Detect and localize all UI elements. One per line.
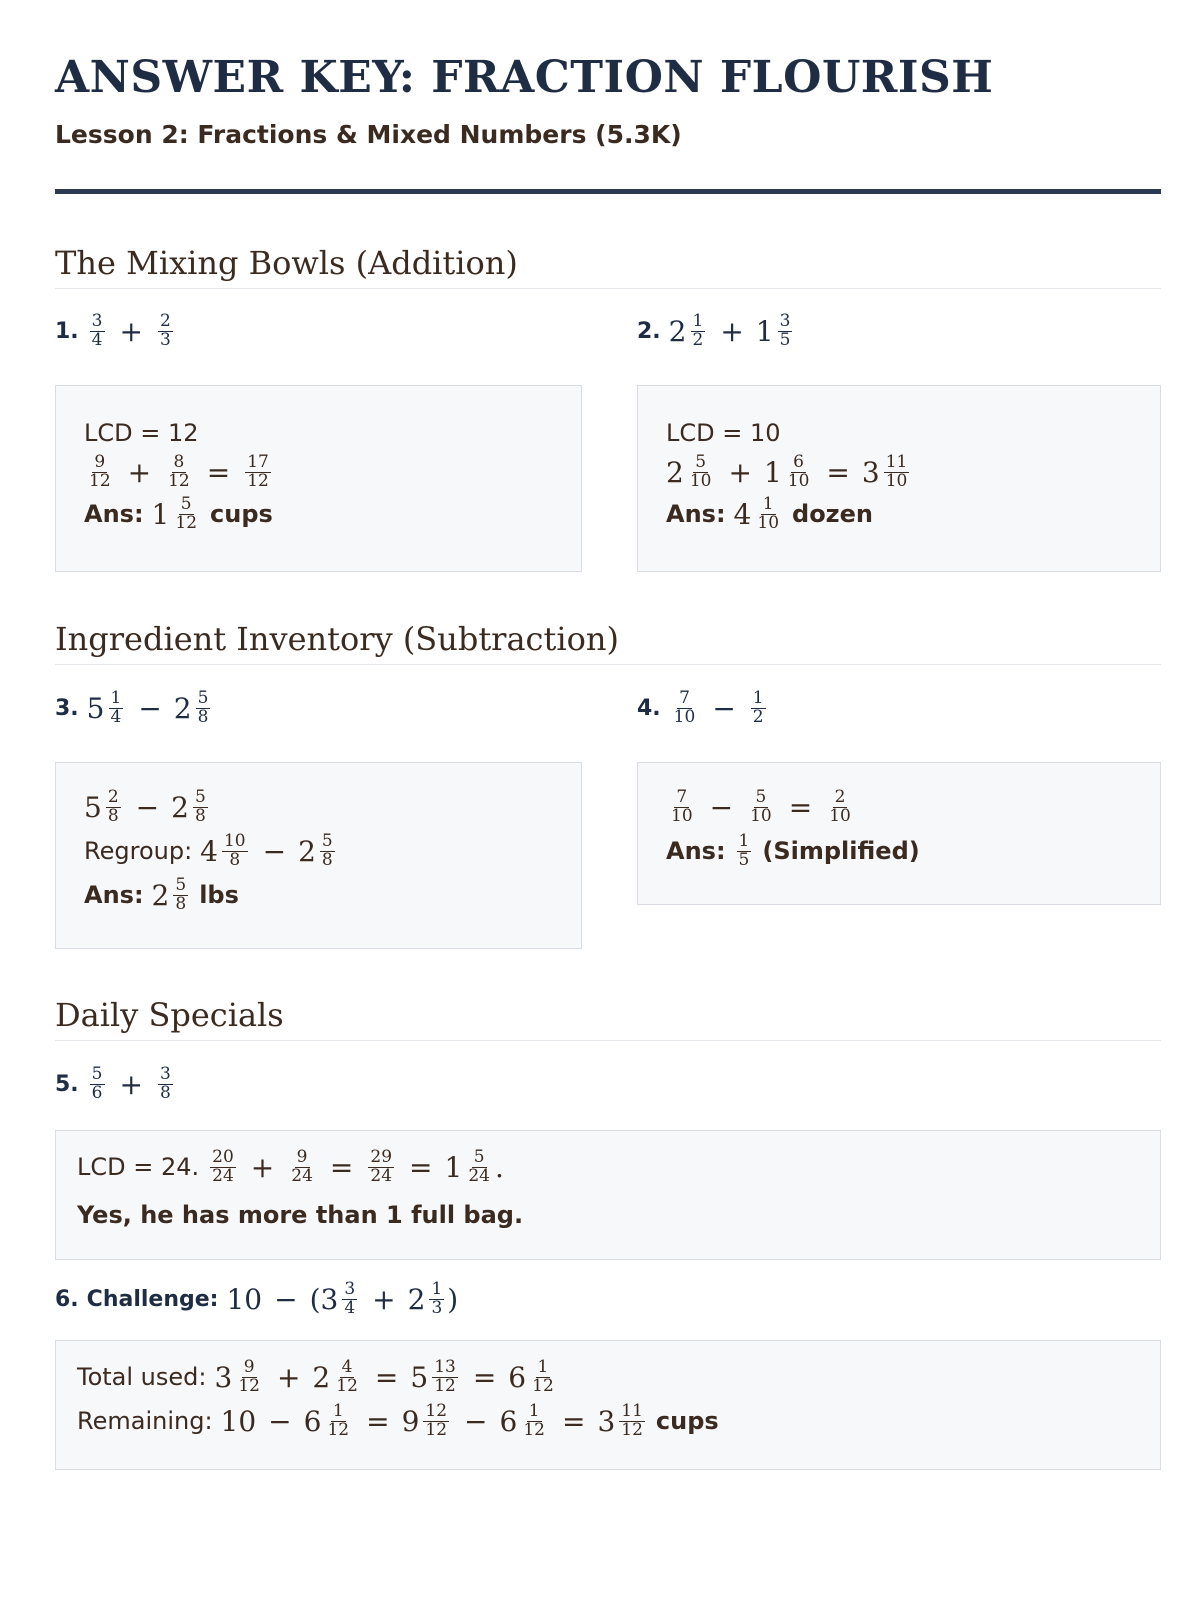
section-title-subtraction: Ingredient Inventory (Subtraction) [55, 620, 1161, 665]
answer-box-3 [55, 762, 582, 949]
problem-expression [87, 313, 176, 350]
fraction: $\frac{12}{12}$ [425, 1401, 448, 1440]
plus-operator: + [119, 1067, 143, 1101]
fraction: $\frac{11}{10}$ [885, 452, 908, 491]
answer-box-4 [637, 762, 1161, 905]
fraction: $\frac{29}{24}$ [370, 1147, 393, 1186]
answer-work: 2 $\frac{5}{10}$ + 1 $\frac{6}{10}$ = 3 $\frac{11}{10}$ [666, 452, 908, 491]
answer-regroup: Regroup: 4 $\frac{10}{8}$ − 2 $\frac{5}{8}$ [84, 831, 333, 870]
fraction: $\frac{2}{8}$ [107, 787, 119, 826]
fraction: $\frac{4}{12}$ [336, 1357, 358, 1396]
fraction: $\frac{5}{6}$ [91, 1064, 103, 1103]
problem-1 [55, 313, 176, 350]
fraction: $\frac{5}{10}$ [689, 452, 712, 491]
fraction: $\frac{5}{8}$ [321, 831, 333, 870]
fraction: $\frac{7}{10}$ [673, 688, 696, 727]
section-title-daily-specials: Daily Specials [55, 996, 1161, 1041]
header-divider [55, 189, 1161, 194]
problem-expression: 2 $\frac{1}{2}$ + 1 $\frac{3}{5}$ [668, 311, 791, 350]
final-answer: Ans: 1 $\frac{5}{12}$ cups [84, 494, 273, 533]
answer-total-used: Total used: 3 $\frac{9}{12}$ + 2 $\frac{4}{12}$ = 5 $\frac{13}{12}$ = 6 $\frac{1}{12}$ [77, 1357, 554, 1396]
fraction: $\frac{2}{3}$ [159, 311, 171, 350]
fraction: $\frac{1}{10}$ [757, 494, 780, 533]
answer-box-5 [55, 1130, 1161, 1260]
fraction: $\frac{1}{2}$ [752, 688, 764, 727]
problem-expression [669, 690, 769, 727]
fraction: $\frac{5}{8}$ [194, 787, 206, 826]
fraction: $\frac{1}{12}$ [327, 1401, 350, 1440]
section-title-addition: The Mixing Bowls (Addition) [55, 244, 1161, 289]
problem-number: 2. [637, 318, 661, 344]
final-answer: Ans: $\frac{1}{5}$ (Simplified) [666, 831, 920, 870]
answer-lcd: LCD = 12 [84, 419, 199, 447]
minus-operator: − [712, 691, 736, 725]
problem-2 [637, 313, 795, 350]
fraction: $\frac{3}{4}$ [91, 311, 103, 350]
fraction: $\frac{9}{24}$ [291, 1147, 313, 1186]
fraction: $\frac{1}{3}$ [431, 1279, 443, 1318]
fraction: $\frac{6}{10}$ [787, 452, 810, 491]
fraction: $\frac{9}{12}$ [89, 452, 111, 491]
answer-work: LCD = 24. $\frac{20}{24}$ + $\frac{9}{24}$ = $\frac{29}{24}$ = 1 $\frac{5}{24}$ . [77, 1147, 504, 1186]
plus-operator: + [119, 314, 143, 348]
problem-3 [55, 690, 213, 727]
minus-operator: − [138, 691, 162, 725]
final-answer: Ans: 4 $\frac{1}{10}$ dozen [666, 494, 874, 533]
fraction: $\frac{1}{12}$ [523, 1401, 545, 1440]
fraction: $\frac{5}{8}$ [197, 688, 209, 727]
fraction: $\frac{8}{12}$ [168, 452, 190, 491]
fraction: $\frac{10}{8}$ [223, 831, 246, 870]
fraction: $\frac{1}{5}$ [738, 831, 750, 870]
problem-4 [637, 690, 769, 727]
fraction: $\frac{5}{24}$ [468, 1147, 490, 1186]
problem-number: 1. [55, 318, 79, 344]
problem-expression: 10 − ( 3 $\frac{3}{4}$ + 2 $\frac{1}{3}$ ) [226, 1279, 459, 1318]
answer-lcd: LCD = 10 [666, 419, 781, 447]
answer-work: $\frac{7}{10}$ − $\frac{5}{10}$ = $\frac{2}{10}$ [671, 787, 851, 826]
fraction: $\frac{5}{12}$ [175, 494, 198, 533]
fraction: $\frac{11}{12}$ [621, 1401, 643, 1440]
fraction: $\frac{1}{12}$ [532, 1357, 554, 1396]
fraction: $\frac{5}{10}$ [750, 787, 772, 826]
answer-work: $\frac{9}{12}$ + $\frac{8}{12}$ = $\frac{17}{12}$ [89, 452, 269, 491]
answer-box-6 [55, 1340, 1161, 1470]
answer-box-1 [55, 385, 582, 572]
fraction: $\frac{7}{10}$ [671, 787, 693, 826]
answer-remaining: Remaining: 10 − 6 $\frac{1}{12}$ = 9 $\frac{12}{12}$ − 6 $\frac{1}{12}$ = 3 $\frac{11}{12}$ cups [77, 1401, 719, 1440]
final-answer: Yes, he has more than 1 full bag. [77, 1201, 524, 1229]
fraction: $\frac{17}{12}$ [247, 452, 269, 491]
problem-6 [55, 1281, 458, 1318]
fraction: $\frac{3}{8}$ [159, 1064, 171, 1103]
problem-number: 5. [55, 1071, 79, 1097]
fraction: $\frac{5}{8}$ [175, 875, 187, 914]
problem-5 [55, 1066, 176, 1103]
fraction: $\frac{3}{5}$ [779, 311, 791, 350]
answer-box-2 [637, 385, 1161, 572]
fraction: $\frac{2}{10}$ [829, 787, 851, 826]
final-answer: Ans: 2 $\frac{5}{8}$ lbs [84, 875, 239, 914]
fraction: $\frac{1}{4}$ [110, 688, 122, 727]
plus-operator: + [720, 314, 744, 348]
fraction: $\frac{3}{4}$ [344, 1279, 356, 1318]
problem-number: 6. [55, 1286, 79, 1312]
challenge-label: Challenge: [86, 1286, 219, 1312]
page-subtitle: Lesson 2: Fractions & Mixed Numbers (5.3K) [55, 120, 682, 149]
problem-number: 4. [637, 695, 661, 721]
problem-number: 3. [55, 695, 79, 721]
fraction: $\frac{1}{2}$ [692, 311, 704, 350]
problem-expression [87, 1066, 176, 1103]
fraction: $\frac{20}{24}$ [212, 1147, 234, 1186]
problem-expression: 5 $\frac{1}{4}$ − 2 $\frac{5}{8}$ [86, 688, 209, 727]
fraction: $\frac{9}{12}$ [238, 1357, 260, 1396]
answer-work: 5 $\frac{2}{8}$ − 2 $\frac{5}{8}$ [84, 787, 206, 826]
page-title: ANSWER KEY: FRACTION FLOURISH [55, 52, 994, 103]
fraction: $\frac{13}{12}$ [434, 1357, 456, 1396]
